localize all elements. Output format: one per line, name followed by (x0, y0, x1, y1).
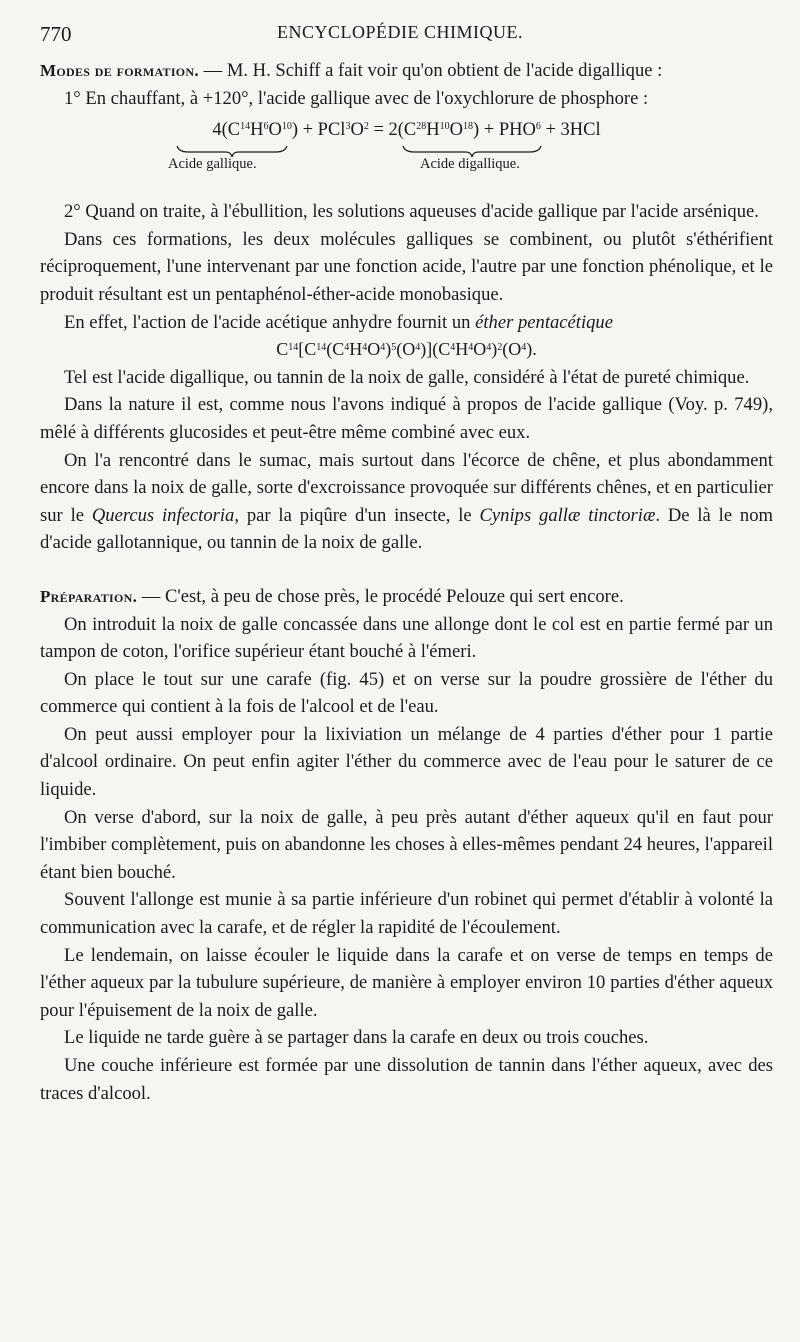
term-cynips: Cynips gallæ tinctoriæ (479, 504, 656, 526)
preparation-paragraph: On peut aussi employer pour la lixiviation un mélange de 4 parties d'éther pour 1 partie d'alcool ordinaire. On peut enfin agiter l'éther du commerce avec de l'eau pour le saturer de ce liquide. (40, 723, 773, 801)
pentacetic-formula: $C^{14}[C^{14}(C^4H^4O^4)^5(O^4)](C^4H^4O^4)^2(O^4)$. (276, 339, 537, 360)
preparation-paragraph: Une couche inférieure est formée par une dissolution de tannin dans l'éther aqueux, avec des traces d'alcool. (40, 1055, 773, 1104)
formation-item-2: 2° Quand on traite, à l'ébullition, les solutions aqueuses d'acide gallique par l'acide arsénique. (64, 201, 759, 223)
spacer (40, 557, 773, 583)
page-header (40, 22, 760, 50)
preparation-paragraph: On introduit la noix de galle concassée dans une allonge dont le col est en partie fermé par un tampon de coton, l'orifice supérieur étant bouché à l'émeri. (40, 613, 773, 663)
preparation-intro (40, 583, 773, 611)
formation-item-1: 1° En chauffant, à +120°, l'acide gallique avec de l'oxychlorure de phosphore : (64, 87, 649, 109)
preparation-paragraph: Souvent l'allonge est munie à sa partie inférieure d'un robinet qui permet d'établir à volonté la communication avec la carafe, et de régler la rapidité de l'écoulement. (40, 889, 773, 939)
paragraph-purity: Tel est l'acide digallique, ou tannin de la noix de galle, considéré à l'état de pureté chimique. (64, 366, 750, 388)
reaction-equation (40, 116, 773, 180)
paragraph-nature: Dans la nature il est, comme nous l'avons indiqué à propos de l'acide gallique (Voy. p. 749), mêlé à différents glucosides et peut-être même combiné avec eux. (40, 394, 773, 443)
term-quercus-infectoria: Quercus infectoria (91, 504, 235, 526)
paragraph-pentacetic: En effet, l'action de l'acide acétique anhydre fournit un éther pentacétique (64, 311, 613, 333)
section-heading-preparation: Préparation. (40, 586, 138, 606)
formation-intro-text: — M. H. Schiff a fait voir qu'on obtient de l'acide digallique : (198, 60, 663, 81)
running-title: ENCYCLOPÉDIE CHIMIQUE. (277, 22, 523, 42)
preparation-paragraph: Le liquide ne tarde guère à se partager dans la carafe en deux ou trois couches. (64, 1027, 649, 1049)
paragraph-etherification: Dans ces formations, les deux molécules galliques se combinent, ou plutôt s'éthérifient réciproquement, l'une intervenant par une fonction acide, l'autre par une fonction phénolique, et le produit résultant est un pentaphénol-éther-acide monobasique. (40, 228, 773, 305)
page-number: 770 (40, 22, 72, 46)
preparation-paragraph: Le lendemain, on laisse écouler le liquide dans la carafe et on verse de temps en temps de l'éther aqueux par la tubulure supérieure, de manière à employer environ 10 parties d'éther aqueux pour l'épuisement de la noix de galle. (40, 944, 773, 1021)
preparation-paragraph: On verse d'abord, sur la noix de galle, à peu près autant d'éther aqueux qu'il en faut pour l'imbiber complètement, puis on abandonne les choses à elles-mêmes pendant 24 heures, l'appareil étant bien bouché. (40, 806, 773, 883)
page-body (40, 57, 773, 1107)
preparation-paragraph: On place le tout sur une carafe (fig. 45) et on verse sur la poudre grossière de l'éther du commerce qui contient à la fois de l'alcool et de l'eau. (40, 668, 773, 718)
section-heading-formation: Modes de formation. (40, 61, 199, 80)
paragraph-sources: On l'a rencontré dans le sumac, mais surtout dans l'écorce de chêne, et plus abondamment encore dans la noix de galle, sorte d'excroissance provoquée sur différents chênes, et en particulier sur le Quercus infectoria, par la piqûre d'un insecte, le Cynips gallæ tinctoriæ. De là le nom d'acide gallotannique, ou tannin de la noix de galle. (40, 449, 773, 554)
label-gallic-acid: Acide gallique. (168, 156, 257, 173)
equation-text: $4(C^{14}H^6O^{10}) + PCl^3O^2 = 2(C^{28}H^{10}O^{18}) + PHO^6 + 3HCl$ (212, 120, 601, 141)
term-ether-pentacetique: éther pentacétique (475, 311, 613, 333)
preparation-intro-text: — C'est, à peu de chose près, le procédé Pelouze qui sert encore. (137, 585, 624, 607)
formation-intro (40, 57, 773, 85)
spacer (40, 180, 773, 198)
label-digallic-acid: Acide digallique. (420, 156, 520, 173)
